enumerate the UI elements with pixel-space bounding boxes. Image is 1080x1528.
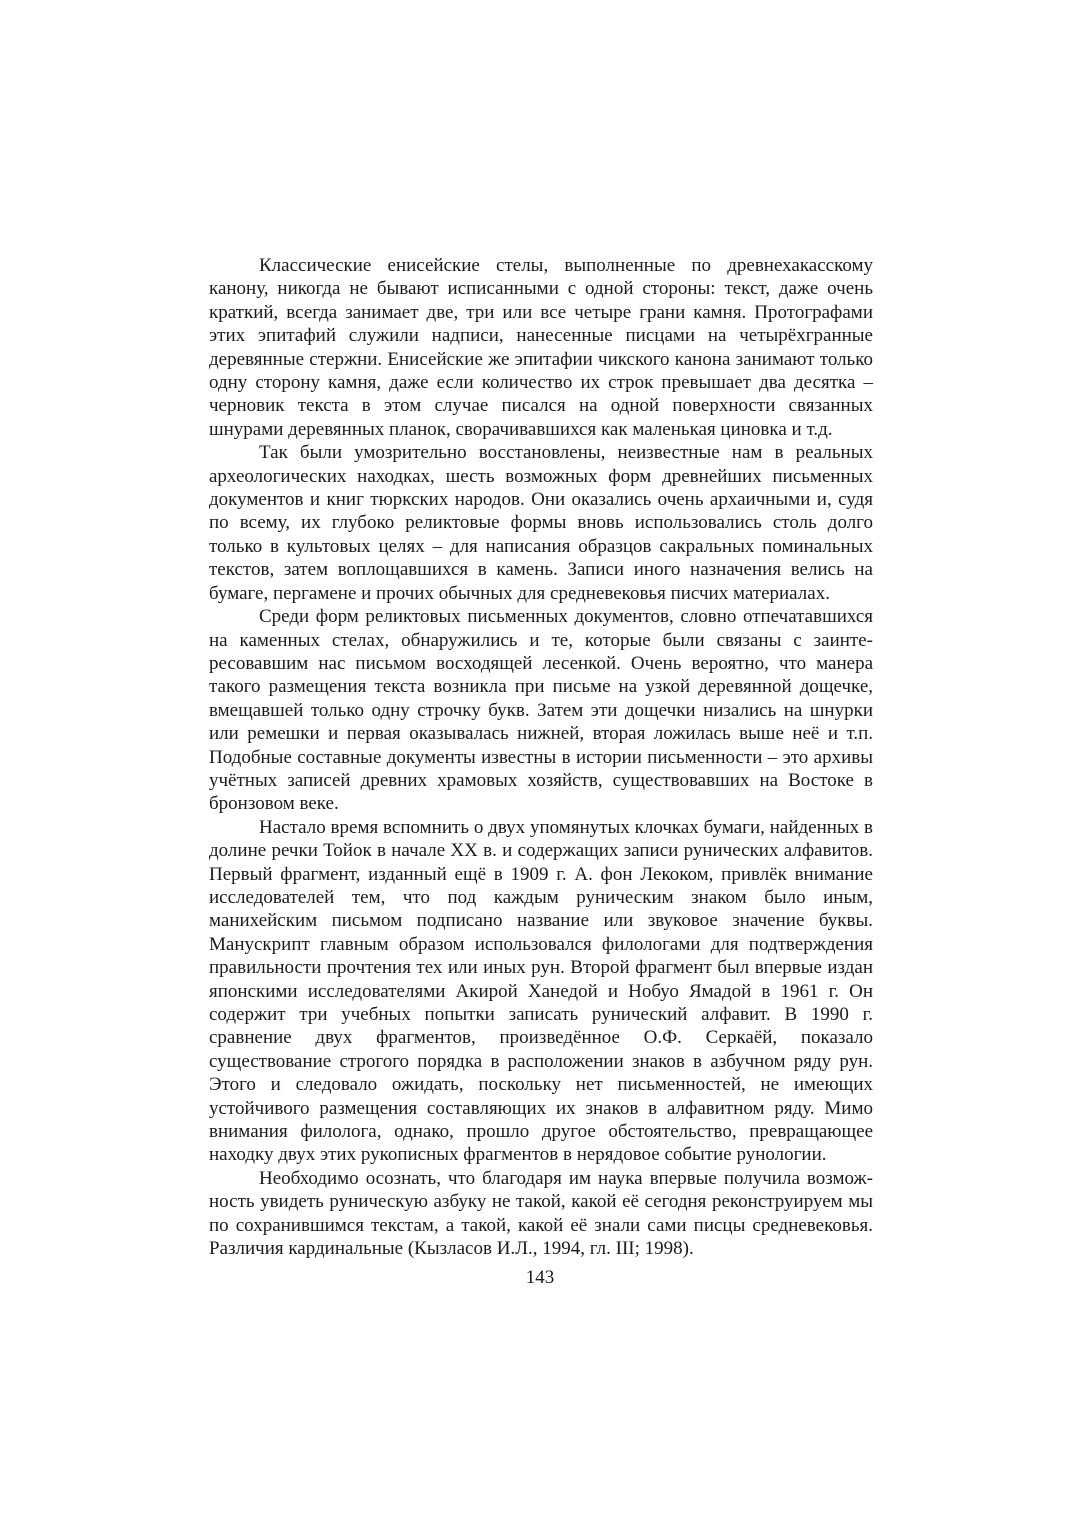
paragraph-4: Настало время вспомнить о двух упомянутых клочках бумаги, найденных в долине речки Тойок в начале ХХ в. и содержащих записи рунических алфавитов. Первый фрагмент, изданный ещё в 1909 г. А. фон Лекоком, привлёк внимание исследователей тем, что под каждым руническим знаком было иным, манихейским письмом подписано название или звуковое значение буквы. Манускрипт главным образом использовался филологами для подтверждения правильности прочтения тех или иных рун. Второй фрагмент был впервые издан японскими исследователями Акирой Ханедой и Нобуо Ямадой в 1961 г. Он содержит три учебных попытки записать рунический алфавит. В 1990 г. сравнение двух фрагментов, произведённое О.Ф. Серкаёй, показало существование строгого порядка в расположении знаков в азбучном ряду рун. Этого и следовало ожидать, поскольку нет письменностей, не имеющих устойчивого размещения составляющих их знаков в алфавитном ряду. Мимо внимания филолога, однако, прошло другое обстоятельство, превращающее находку двух этих рукописных фрагментов в нерядовое событие рунологии.: [209, 816, 873, 1166]
page-number: 143: [525, 1267, 555, 1288]
body-text: [209, 254, 873, 1260]
paragraph-5: Необходимо осознать, что благодаря им наука впервые получила возможность увидеть руническую азбуку не такой, какой её сегодня реконструируем мы по сохранившимся текстам, а такой, какой её знали сами писцы средневековья. Различия кардинальные (Кызласов И.Л., 1994, гл. III; 1998).: [209, 1167, 873, 1260]
paragraph-2: Так были умозрительно восстановлены, неизвестные нам в реальных археологических находках, шесть возможных форм древнейших письменных документов и книг тюркских народов. Они оказались очень архаичными и, судя по всему, их глубоко реликтовые формы вновь использовались столь долго только в культовых целях – для написания образцов сакральных поминальных текстов, затем воплощавшихся в камень. Записи иного назначения велись на бумаге, пергамене и прочих обычных для средневековья писчих материалах.: [209, 442, 873, 604]
paragraph-1: Классические енисейские стелы, выполненные по древнехакасскому канону, никогда не бывают исписанными с одной стороны: текст, даже очень краткий, всегда занимает две, три или все четыре грани камня. Протографами этих эпитафий служили надписи, нанесенные писцами на четырёхгранные деревянные стержни. Енисейские же эпитафии чикского канона занимают только одну сторону камня, даже если количество их строк превышает два десятка – черновик текста в этом случае писался на одной поверхности связанных шнурами деревянных планок, сворачивавшихся как маленькая циновка и т.д.: [209, 255, 873, 440]
paragraph-3: Среди форм реликтовых письменных документов, словно отпечатавшихся на каменных стелах, обнаружились и те, которые были связаны с заинтересовавшим нас письмом восходящей лесенкой. Очень вероятно, что манера такого размещения текста возникла при письме на узкой деревянной дощечке, вмещавшей только одну строчку букв. Затем эти дощечки низались на шнурки или ремешки и первая оказывалась нижней, вторая ложилась выше неё и т.п. Подобные составные документы известны в истории письменности – это архивы учётных записей древних храмовых хозяйств, существовавших на Востоке в бронзовом веке.: [209, 606, 873, 815]
